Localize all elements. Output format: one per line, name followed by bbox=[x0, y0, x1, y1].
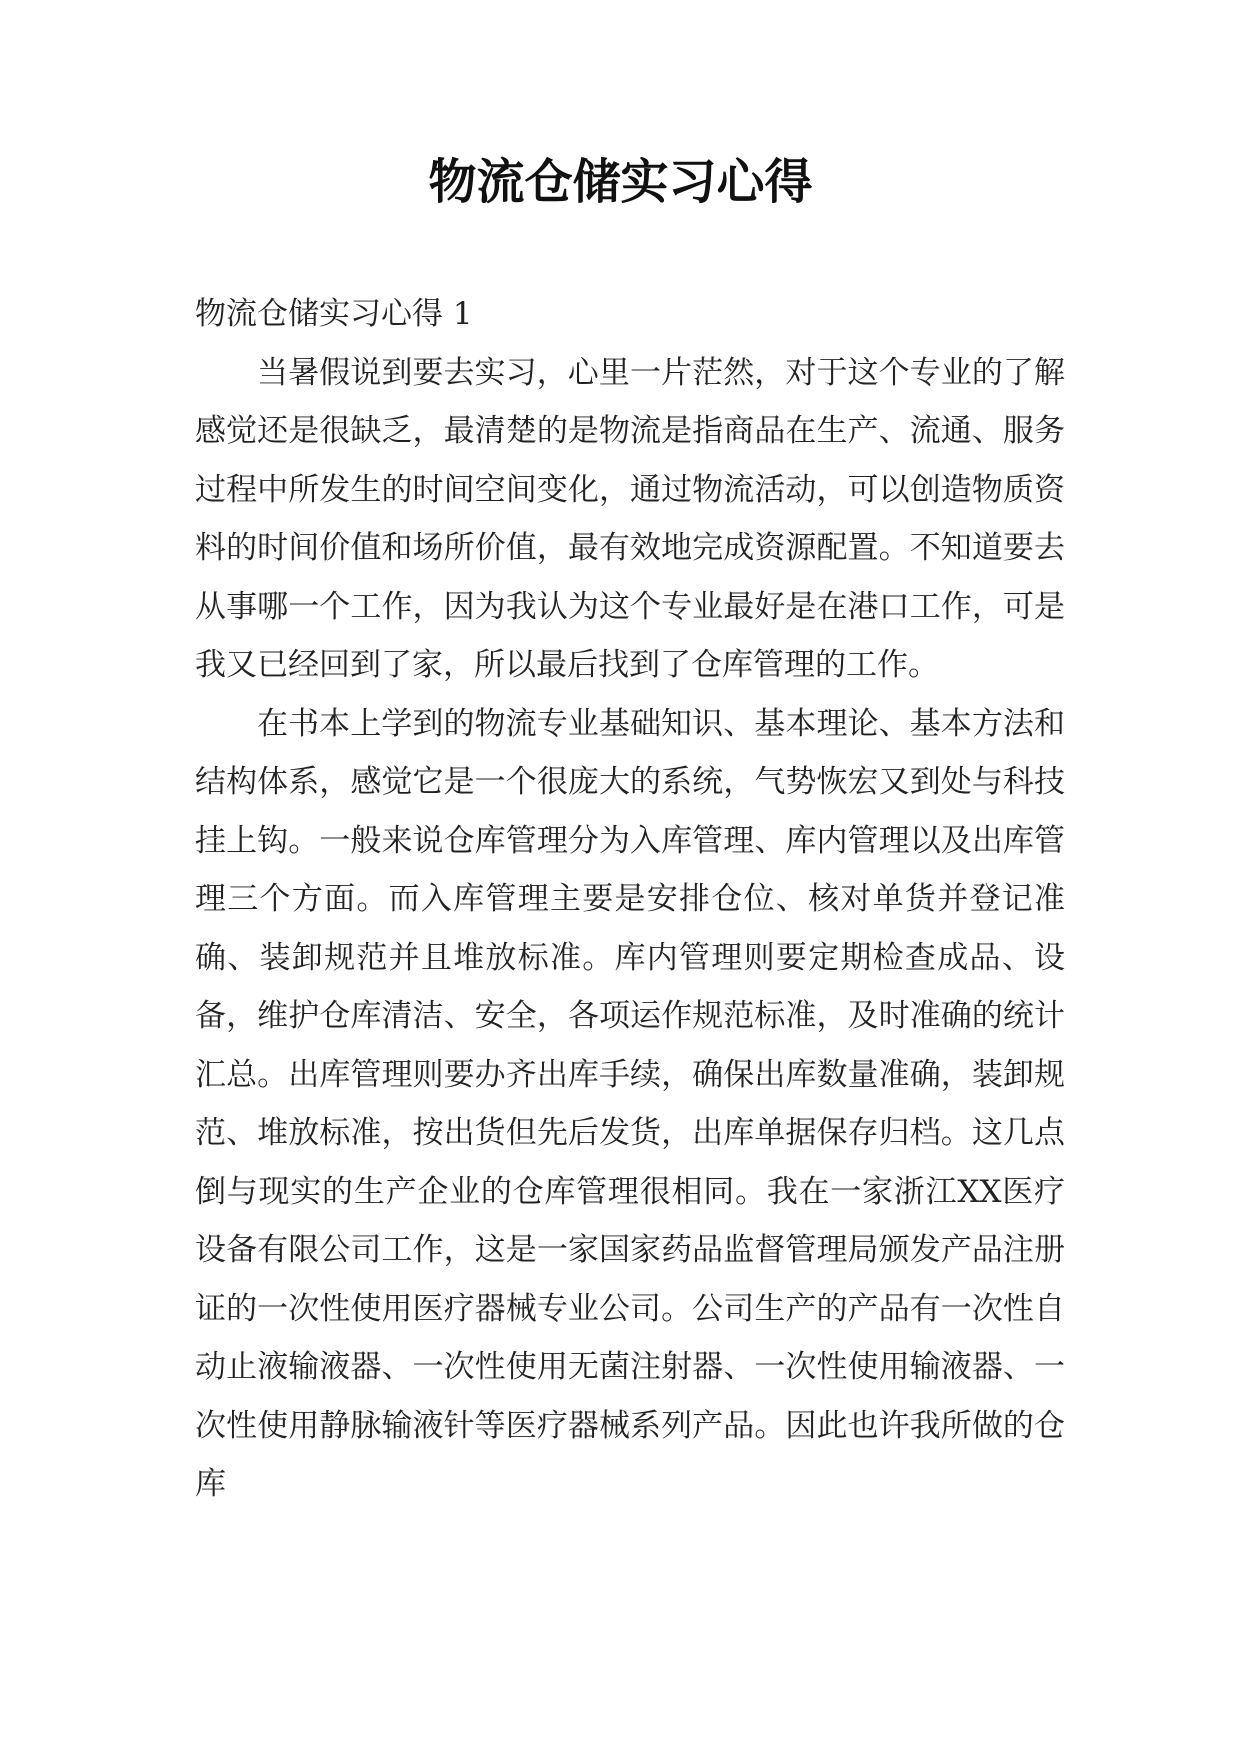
section-heading: 物流仓储实习心得 1 bbox=[195, 296, 473, 332]
document-body bbox=[195, 285, 1065, 1514]
paragraph-2: 在书本上学到的物流专业基础知识、基本理论、基本方法和结构体系，感觉它是一个很庞大的系统，气势恢宏又到处与科技挂上钩。一般来说仓库管理分为入库管理、库内管理以及出库管理三个方面。而入库管理主要是安排仓位、核对单货并登记准确、装卸规范并且堆放标准。库内管理则要定期检查成品、设备，维护仓库清洁、安全，各项运作规范标准，及时准确的统计汇总。出库管理则要办齐出库手续，确保出库数量准确，装卸规范、堆放标准，按出货但先后发货，出库单据保存归档。这几点倒与现实的生产企业的仓库管理很相同。我在一家浙江XX医疗设备有限公司工作，这是一家国家药品监督管理局颁发产品注册证的一次性使用医疗器械专业公司。公司生产的产品有一次性自动止液输液器、一次性使用无菌注射器、一次性使用输液器、一次性使用静脉输液针等医疗器械系列产品。因此也许我所做的仓库 bbox=[195, 705, 1065, 1502]
document-title: 物流仓储实习心得 bbox=[428, 154, 813, 210]
paragraph-1: 当暑假说到要去实习，心里一片茫然，对于这个专业的了解感觉还是很缺乏，最清楚的是物流是指商品在生产、流通、服务过程中所发生的时间空间变化，通过物流活动，可以创造物质资料的时间价值和场所价值，最有效地完成资源配置。不知道要去从事哪一个工作，因为我认为这个专业最好是在港口工作，可是我又已经回到了家，所以最后找到了仓库管理的工作。 bbox=[195, 354, 1065, 683]
